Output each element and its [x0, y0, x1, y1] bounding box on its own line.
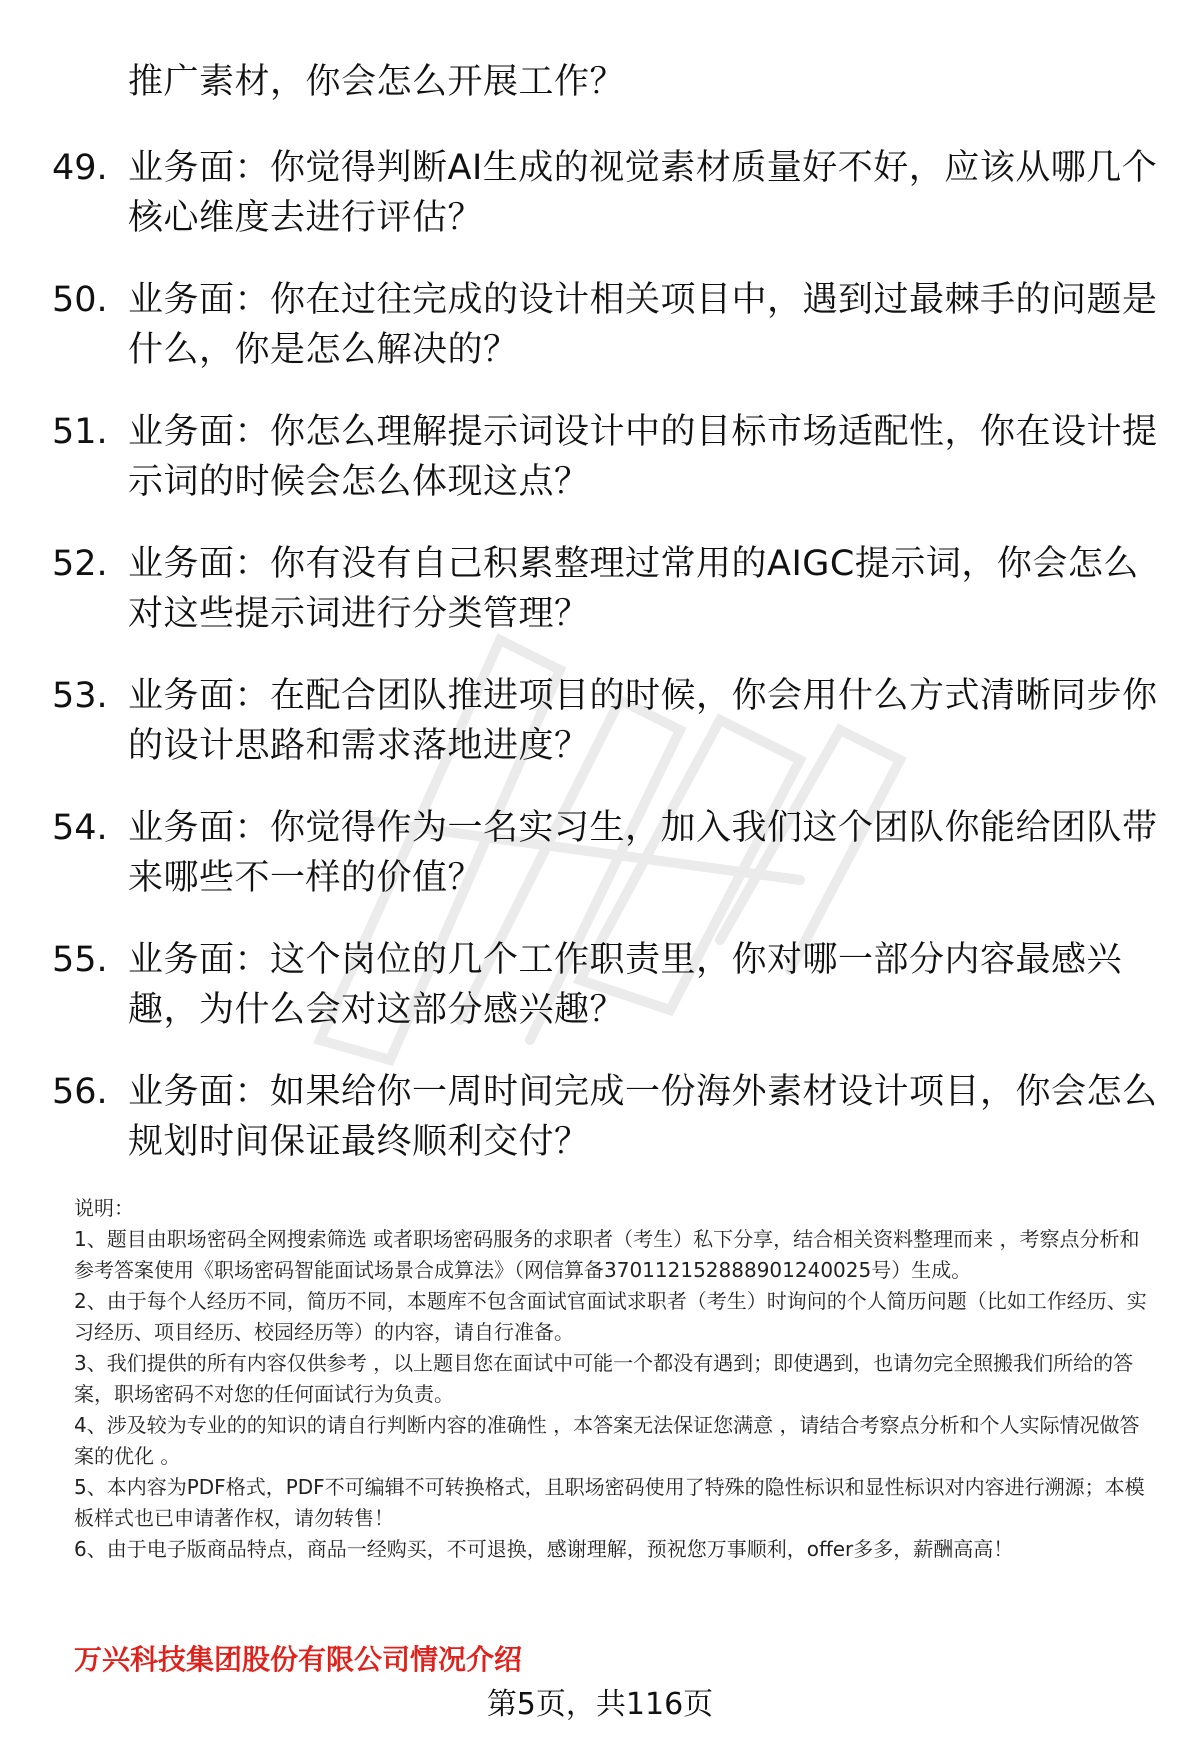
question-text: 业务面：这个岗位的几个工作职责里，你对哪一部分内容最感兴趣，为什么会对这部分感兴趣？ [128, 940, 1123, 1030]
question-text: 业务面：你在过往完成的设计相关项目中，遇到过最棘手的问题是什么，你是怎么解决的？ [128, 280, 1158, 370]
question-number: 52. [52, 544, 108, 584]
question-number: 53. [52, 676, 108, 716]
question-number: 50. [52, 280, 108, 320]
note-item: 5、本内容为PDF格式，PDF不可编辑不可转换格式，且职场密码使用了特殊的隐性标识和显性标识对内容进行溯源；本模板样式也已申请著作权，请勿转售！ [74, 1475, 1145, 1530]
notes-title: 说明： [74, 1196, 134, 1220]
note-item: 3、我们提供的所有内容仅供参考 ，以上题目您在面试中可能一个都没有遇到；即使遇到，也请勿完全照搬我们所给的答案，职场密码不对您的任何面试行为负责。 [74, 1351, 1134, 1406]
note-item: 6、由于电子版商品特点，商品一经购买，不可退换，感谢理解，预祝您万事顺利，offer多多，薪酬高高！ [74, 1537, 1014, 1561]
question-number: 51. [52, 412, 108, 452]
question-number: 56. [52, 1072, 108, 1112]
question-number: 49. [52, 148, 108, 188]
question-text: 业务面：在配合团队推进项目的时候，你会用什么方式清晰同步你的设计思路和需求落地进度？ [128, 676, 1158, 766]
question-text: 业务面：如果给你一周时间完成一份海外素材设计项目，你会怎么规划时间保证最终顺利交付？ [128, 1072, 1158, 1162]
question-text: 业务面：你怎么理解提示词设计中的目标市场适配性，你在设计提示词的时候会怎么体现这点？ [128, 412, 1158, 502]
question-text: 业务面：你有没有自己积累整理过常用的AIGC提示词，你会怎么对这些提示词进行分类管理？ [128, 544, 1139, 634]
question-text: 推广素材，你会怎么开展工作？ [128, 62, 626, 102]
question-number: 55. [52, 940, 108, 980]
note-item: 4、涉及较为专业的的知识的请自行判断内容的准确性 ，本答案无法保证您满意 ，请结合考察点分析和个人实际情况做答案的优化 。 [74, 1413, 1140, 1468]
note-item: 2、由于每个人经历不同，简历不同，本题库不包含面试官面试求职者（考生）时询问的个人简历问题（比如工作经历、实习经历、项目经历、校园经历等）的内容，请自行准备。 [74, 1289, 1147, 1344]
company-heading: 万兴科技集团股份有限公司情况介绍 [74, 1643, 523, 1676]
question-number: 54. [52, 808, 108, 848]
question-text: 业务面：你觉得作为一名实习生，加入我们这个团队你能给团队带来哪些不一样的价值？ [128, 808, 1158, 898]
notes-section [74, 1193, 1154, 1565]
page-number: 第5页，共116页 [486, 1687, 714, 1722]
question-text: 业务面：你觉得判断AI生成的视觉素材质量好不好，应该从哪几个核心维度去进行评估？ [128, 148, 1158, 238]
note-item: 1、题目由职场密码全网搜索筛选 或者职场密码服务的求职者（考生）私下分享，结合相关资料整理而来 ，考察点分析和参考答案使用《职场密码智能面试场景合成算法》（网信算备370112152888901240025号）生成。 [74, 1227, 1140, 1282]
